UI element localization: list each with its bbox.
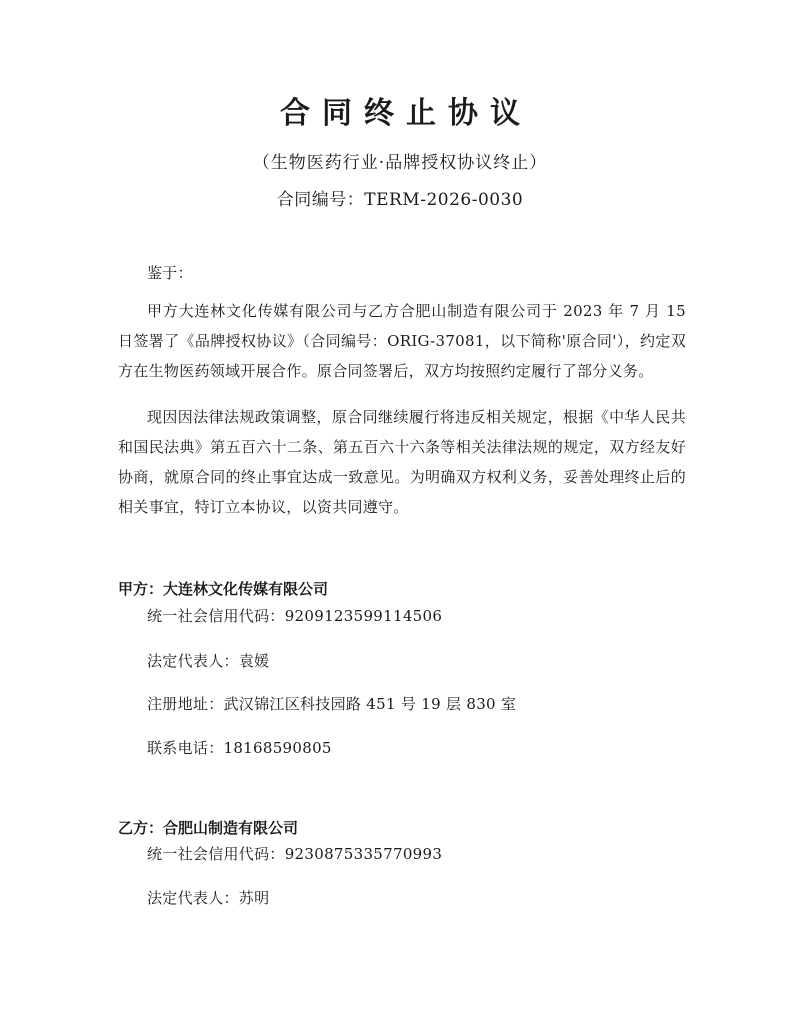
recital-paragraph-1: 甲方大连林文化传媒有限公司与乙方合肥山制造有限公司于 2023 年 7 月 15 日签署了《品牌授权协议》（合同编号：ORIG-37081，以下简称'原合同'），约定双方在生物医药领域开展合作。原合同签署后，双方均按照约定履行了部分义务。 (118, 302, 686, 380)
document-subtitle: （生物医药行业·品牌授权协议终止） (252, 153, 548, 173)
party-a-legal-rep: 法定代表人：袁媛 (147, 652, 270, 670)
recital-paragraph-2: 现因因法律法规政策调整，原合同继续履行将违反相关规定，根据《中华人民共和国民法典》第五百六十二条、第五百六十六条等相关法律法规的规定，双方经友好协商，就原合同的终止事宜达成一致意见。为明确双方权利义务，妥善处理终止后的相关事宜，特订立本协议，以资共同遵守。 (118, 408, 686, 516)
party-a-heading: 甲方：大连林文化传媒有限公司 (118, 580, 329, 598)
party-a-phone: 联系电话：18168590805 (147, 739, 332, 757)
party-b-legal-rep: 法定代表人：苏明 (147, 889, 270, 907)
document-title: 合同终止协议 (280, 96, 532, 131)
party-b-credit-code: 统一社会信用代码：9230875335770993 (147, 845, 443, 863)
contract-number: 合同编号：TERM-2026-0030 (276, 190, 524, 210)
party-a-address: 注册地址：武汉锦江区科技园路 451 号 19 层 830 室 (147, 695, 517, 713)
whereas-label: 鉴于： (147, 264, 193, 282)
party-b-heading: 乙方：合肥山制造有限公司 (118, 819, 299, 837)
party-a-credit-code: 统一社会信用代码：9209123599114506 (147, 607, 443, 625)
